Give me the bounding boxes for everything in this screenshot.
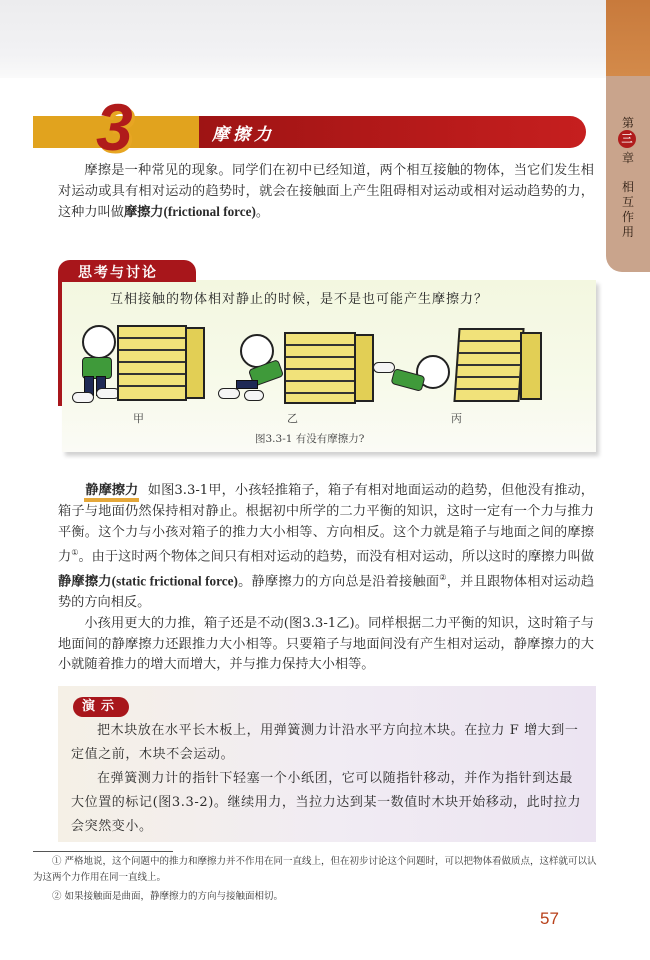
kid-shoe-icon <box>218 388 240 399</box>
chapter-title-4: 用 <box>621 225 634 239</box>
footnote-1: ① 严格地说，这个问题中的推力和摩擦力并不作用在同一直线上，但在初步讨论这个问题时，可以把物体看做质点，这样就可以认为这两个力作用在同一直线上。 <box>33 856 597 883</box>
crate-icon <box>284 332 356 404</box>
footnote-2: ② 如果接触面是曲面，静摩擦力的方向与接触面相切。 <box>52 891 284 902</box>
kid-shoe-icon <box>72 392 94 403</box>
discussion-border <box>58 278 62 406</box>
footnote-ref-2[interactable]: ② <box>439 572 447 582</box>
chapter-title-2: 互 <box>621 195 634 209</box>
static-friction-text-b: 。由于这时两个物体之间只有相对运动的趋势，而没有相对运动，所以这时的摩擦力叫做 <box>78 549 595 565</box>
term-frictional-force-en: (frictional force) <box>163 204 256 219</box>
crate-side-icon <box>520 332 542 400</box>
section-title: 摩擦力 <box>212 125 275 145</box>
push-harder-paragraph: 小孩用更大的力推，箱子还是不动(图3.3-1乙)。同样根据二力平衡的知识，这时箱子与地面间的静摩擦力还跟推力大小相等。只要箱子与地面间没有产生相对运动，静摩擦力的大小就随着推力的增大而增大，并与推力保持大小相等。 <box>58 616 594 672</box>
chapter-suffix: 章 <box>621 151 634 165</box>
kid-shoe-icon <box>373 362 395 373</box>
intro-text: 摩擦是一种常见的现象。同学们在初中已经知道，两个相互接触的物体，当它们发生相对运动或具有相对运动的趋势时，就会在接触面上产生阻碍相对运动或相对运动趋势的力，这种力叫做 <box>58 163 594 220</box>
intro-text-end: 。 <box>255 205 270 220</box>
static-friction-paragraph <box>58 481 594 613</box>
intro-paragraph <box>58 161 594 224</box>
discussion-label: 思考与讨论 <box>78 265 158 281</box>
chapter-title-3: 作 <box>621 210 634 224</box>
footnote-divider <box>33 851 173 852</box>
chapter-side-tab-top <box>606 0 650 76</box>
panel-label-jia: 甲 <box>133 412 144 425</box>
term-frictional-force: 摩擦力 <box>123 205 164 220</box>
demo-paragraph-2: 在弹簧测力计的指针下轻塞一个小纸团，它可以随指针移动，并作为指针到达最大位置的标记(图3.3-2)。继续用力，当拉力达到某一数值时木块开始移动，此时拉力会突然变小。 <box>71 771 582 834</box>
kid-shoe-icon <box>244 390 264 401</box>
crate-side-icon <box>354 334 374 402</box>
demo-paragraph-1: 把木块放在水平长木板上，用弹簧测力计沿水平方向拉木块。在拉力 F 增大到一定值之前，木块不会运动。 <box>71 723 579 762</box>
demo-badge: 演示 <box>73 697 129 717</box>
chapter-number-badge: 三 <box>618 130 636 148</box>
crate-icon <box>117 325 187 401</box>
static-friction-text-c: 。静摩擦力的方向总是沿着接触面 <box>237 574 440 590</box>
chapter-prefix: 第 <box>621 116 634 130</box>
static-friction-text-d: ，并且跟物体相对运动趋势的方向相反。 <box>58 574 595 610</box>
term-static-friction-en: (static frictional force) <box>111 573 238 589</box>
footnote-ref-1[interactable]: ① <box>71 548 79 557</box>
section-number: 3 <box>96 90 133 164</box>
page-number: 57 <box>540 909 559 928</box>
panel-label-bing: 丙 <box>451 412 462 425</box>
panel-label-yi: 乙 <box>287 412 298 425</box>
static-friction-text-a: 如图3.3-1甲，小孩轻推箱子，箱子有相对地面运动的趋势，但他没有推动，箱子与地面仍然保持相对静止。根据初中所学的二力平衡的知识，这时一定有一个力与推力平衡。这个力与小孩对箱子的推力大小相等、方向相反。这个力就是箱子与地面之间的摩擦力 <box>58 483 594 565</box>
term-static-friction: 静摩擦力 <box>58 574 112 590</box>
crate-side-icon <box>185 327 205 399</box>
kid-head-icon <box>82 325 116 359</box>
figure-caption: 图3.3-1 有没有摩擦力? <box>255 433 365 445</box>
kid-leg-icon <box>236 380 258 389</box>
discussion-question: 互相接触的物体相对静止的时候，是不是也可能产生摩擦力？ <box>110 292 489 307</box>
crate-icon <box>453 328 524 402</box>
page-top-band <box>0 0 650 78</box>
static-friction-heading: 静摩擦力 <box>84 484 139 502</box>
chapter-title-1: 相 <box>621 180 634 194</box>
